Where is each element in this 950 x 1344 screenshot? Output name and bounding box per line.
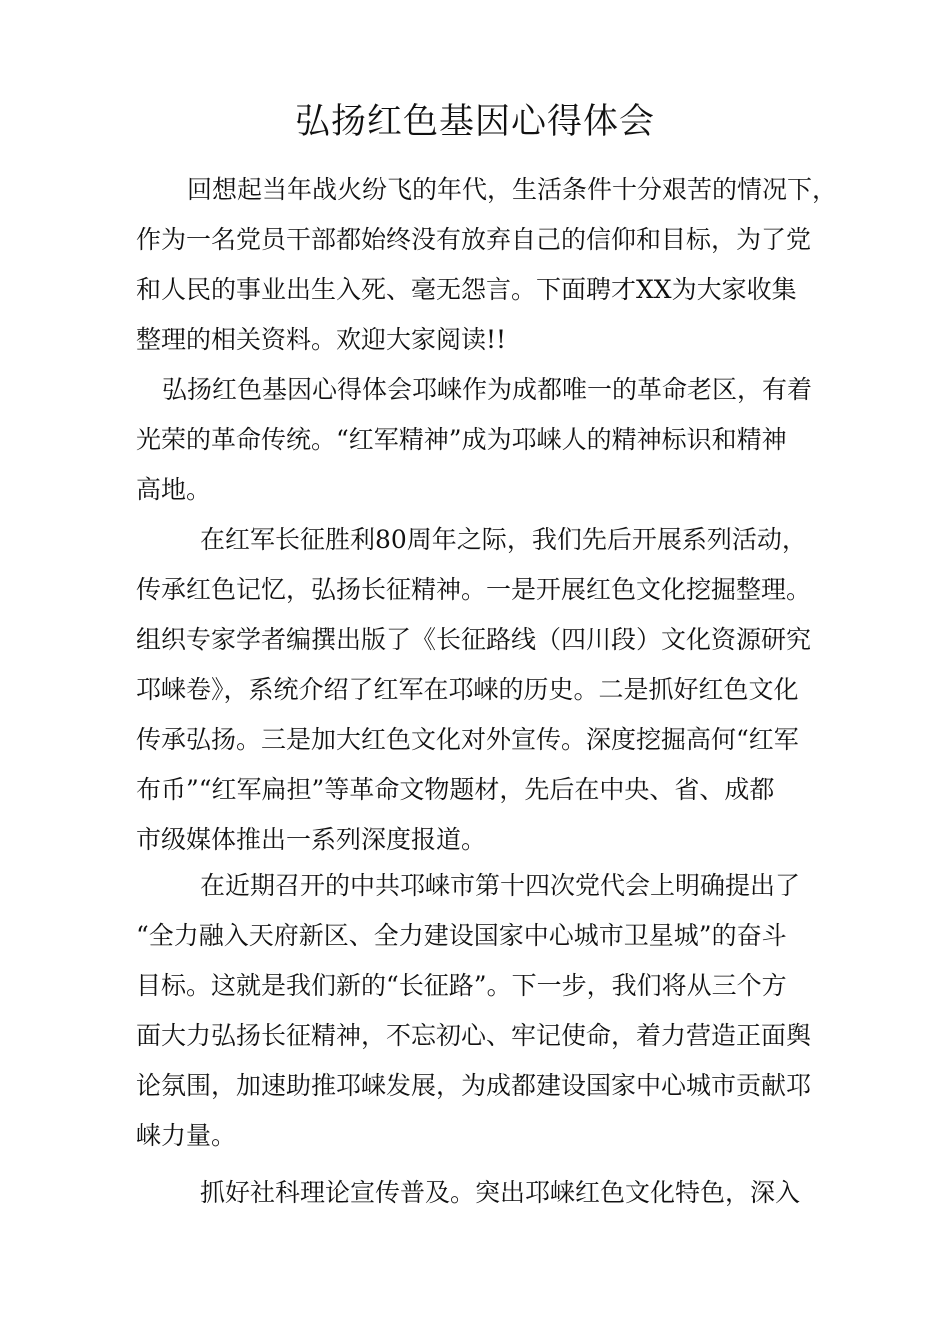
text-line: 论氛围，加速助推邛崃发展，为成都建设国家中心城市贡献邛 [136, 1071, 812, 1100]
text-line: 崃力量。 [136, 1121, 237, 1150]
text-line: “全力融入天府新区、全力建设国家中心城市卫星城”的奋斗 [136, 921, 787, 950]
text-line: 光荣的革命传统。“红军精神”成为邛崃人的精神标识和精神 [136, 425, 787, 454]
text-line: 在近期召开的中共邛崃市第十四次党代会上明确提出了 [200, 871, 801, 900]
text-line: 弘扬红色基因心得体会邛崃作为成都唯一的革命老区，有着 [162, 375, 813, 404]
text-line: 高地。 [136, 475, 212, 504]
text-line: 市级媒体推出一系列深度报道。 [136, 825, 487, 854]
text-line: 传承弘扬。三是加大红色文化对外宣传。深度挖掘高何“红军 [136, 725, 799, 754]
text-line: 布币”“红军扁担”等革命文物题材，先后在中央、省、成都 [136, 775, 775, 804]
document-title: 弘扬红色基因心得体会 [294, 102, 655, 142]
text-line: 在红军长征胜利80周年之际，我们先后开展系列活动， [200, 525, 807, 554]
text-line: 传承红色记忆，弘扬长征精神。一是开展红色文化挖掘整理。 [136, 575, 812, 604]
text-line: 抓好社科理论宣传普及。突出邛崃红色文化特色，深入 [200, 1178, 801, 1207]
text-line: 作为一名党员干部都始终没有放弃自己的信仰和目标，为了党 [136, 225, 812, 254]
text-line: 和人民的事业出生入死、毫无怨言。下面聘才XX为大家收集 [136, 275, 797, 304]
text-line: 邛崃卷》，系统介绍了红军在邛崃的历史。二是抓好红色文化 [136, 675, 799, 704]
text-line: 组织专家学者编撰出版了《长征路线（四川段）文化资源研究 [136, 625, 812, 654]
text-line: 整理的相关资料。欢迎大家阅读!! [136, 325, 507, 354]
text-line: 面大力弘扬长征精神，不忘初心、牢记使命，着力营造正面舆 [136, 1021, 812, 1050]
text-line: 目标。这就是我们新的“长征路”。下一步，我们将从三个方 [136, 971, 787, 1000]
text-line: 回想起当年战火纷飞的年代，生活条件十分艰苦的情况下， [187, 175, 838, 204]
